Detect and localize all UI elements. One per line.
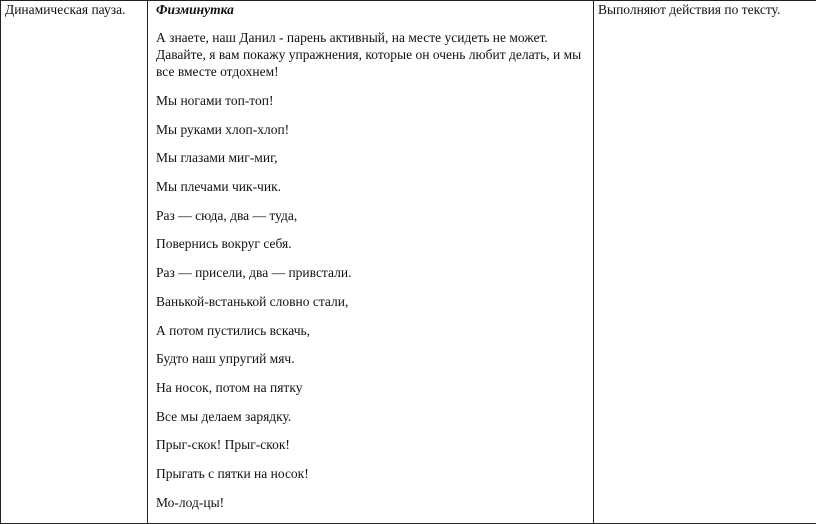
- rhyme-line: Повернись вокруг себя.: [156, 236, 585, 252]
- stage-cell: [1, 1, 148, 524]
- rhyme-line: Будто наш упругий мяч.: [156, 351, 585, 367]
- rhyme-line: А потом пустились вскачь,: [156, 323, 585, 339]
- activity-intro: А знаете, наш Данил - парень активный, на месте усидеть не может. Давайте, я вам покажу упражнения, которые он очень любит делать, и мы все вместе отдохнем!: [156, 29, 585, 80]
- student-activity-text: Выполняют действия по тексту.: [594, 1, 816, 18]
- student-activity-cell: [594, 1, 816, 524]
- rhyme-lines: [156, 93, 585, 511]
- rhyme-line: На носок, потом на пятку: [156, 380, 585, 396]
- rhyme-line: Мо-лод-цы!: [156, 495, 585, 511]
- rhyme-line: Мы руками хлоп-хлоп!: [156, 122, 585, 138]
- rhyme-line: Прыгать с пятки на носок!: [156, 466, 585, 482]
- content-cell: [148, 1, 594, 524]
- rhyme-line: Ванькой-встанькой словно стали,: [156, 294, 585, 310]
- rhyme-line: Мы плечами чик-чик.: [156, 179, 585, 195]
- rhyme-line: Прыг-скок! Прыг-скок!: [156, 437, 585, 453]
- activity-title: Физминутка: [156, 2, 585, 18]
- rhyme-line: Все мы делаем зарядку.: [156, 409, 585, 425]
- rhyme-line: Мы глазами миг-миг,: [156, 150, 585, 166]
- rhyme-line: Мы ногами топ-топ!: [156, 93, 585, 109]
- stage-label: Динамическая пауза.: [1, 1, 147, 18]
- table-row: [1, 1, 816, 524]
- rhyme-line: Раз — присели, два — привстали.: [156, 265, 585, 281]
- rhyme-line: Раз — сюда, два — туда,: [156, 208, 585, 224]
